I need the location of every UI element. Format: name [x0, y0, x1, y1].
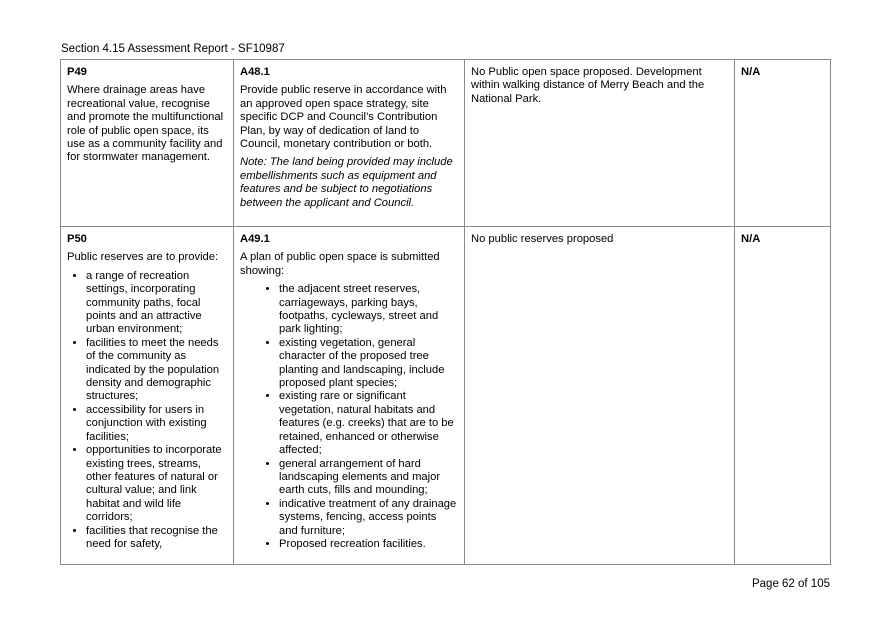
principle-bullet-list: [67, 270, 227, 552]
comment-cell: [465, 60, 735, 227]
comment-text: No public reserves proposed: [471, 233, 614, 245]
solution-note: Note: The land being provided may include embellishments such as equipment and features and be subject to negotiations between the applicant and Council.: [240, 156, 453, 209]
list-item: • accessibility for users in conjunction with existing facilities;: [86, 404, 227, 444]
list-item: • facilities to meet the needs of the community as indicated by the population density and demographic structures;: [86, 337, 227, 404]
status-text: N/A: [741, 233, 761, 245]
list-item: • existing vegetation, general character of the proposed tree planting and landscaping, include proposed plant species;: [279, 337, 458, 391]
assessment-table: [60, 59, 831, 565]
list-item: • Proposed recreation facilities.: [279, 538, 458, 551]
list-item: • a range of recreation settings, incorporating community paths, focal points and an attractive urban environment;: [86, 270, 227, 337]
principle-text: Where drainage areas have recreational value, recognise and promote the multifunctional role of public open space, its use as a community facility and for stormwater management.: [67, 84, 224, 164]
list-item: • indicative treatment of any drainage systems, fencing, access points and furniture;: [279, 498, 458, 538]
principle-intro: Public reserves are to provide:: [67, 251, 219, 264]
principle-cell: [61, 227, 234, 565]
principle-cell: [61, 60, 234, 227]
solution-text: Provide public reserve in accordance with an approved open space strategy, site specific DCP and Council’s Contribution Plan, by way of dedication of land to Council, monetary contribution or both.: [240, 84, 447, 151]
list-item: • facilities that recognise the need for safety,: [86, 525, 227, 552]
solution-cell: [234, 227, 465, 565]
solution-cell: [234, 60, 465, 227]
comment-text: No Public open space proposed. Development within walking distance of Merry Beach and the National Park.: [471, 66, 705, 105]
status-cell: [735, 227, 831, 565]
principle-code: P50: [67, 233, 87, 245]
status-cell: [735, 60, 831, 227]
solution-code: A48.1: [240, 66, 270, 78]
solution-intro: A plan of public open space is submitted showing:: [240, 251, 440, 277]
list-item: • existing rare or significant vegetation, natural habitats and features (e.g. creeks) that are to be retained, enhanced or otherwise affected;: [279, 390, 458, 457]
page-number: Page 62 of 105: [751, 578, 830, 590]
table-row: [61, 60, 831, 227]
list-item: • opportunities to incorporate existing trees, streams, other features of natural or cultural value; and link habitat and wild life corridors;: [86, 444, 227, 524]
status-text: N/A: [741, 66, 761, 78]
report-header-title: Section 4.15 Assessment Report - SF10987: [61, 43, 285, 55]
solution-bullet-list: [240, 283, 458, 551]
solution-code: A49.1: [240, 233, 270, 245]
table-row: [61, 227, 831, 565]
comment-cell: [465, 227, 735, 565]
list-item: • general arrangement of hard landscaping elements and major earth cuts, fills and mounding;: [279, 458, 458, 498]
list-item: • the adjacent street reserves, carriageways, parking bays, footpaths, cycleways, street and park lighting;: [279, 283, 458, 337]
principle-code: P49: [67, 66, 87, 78]
